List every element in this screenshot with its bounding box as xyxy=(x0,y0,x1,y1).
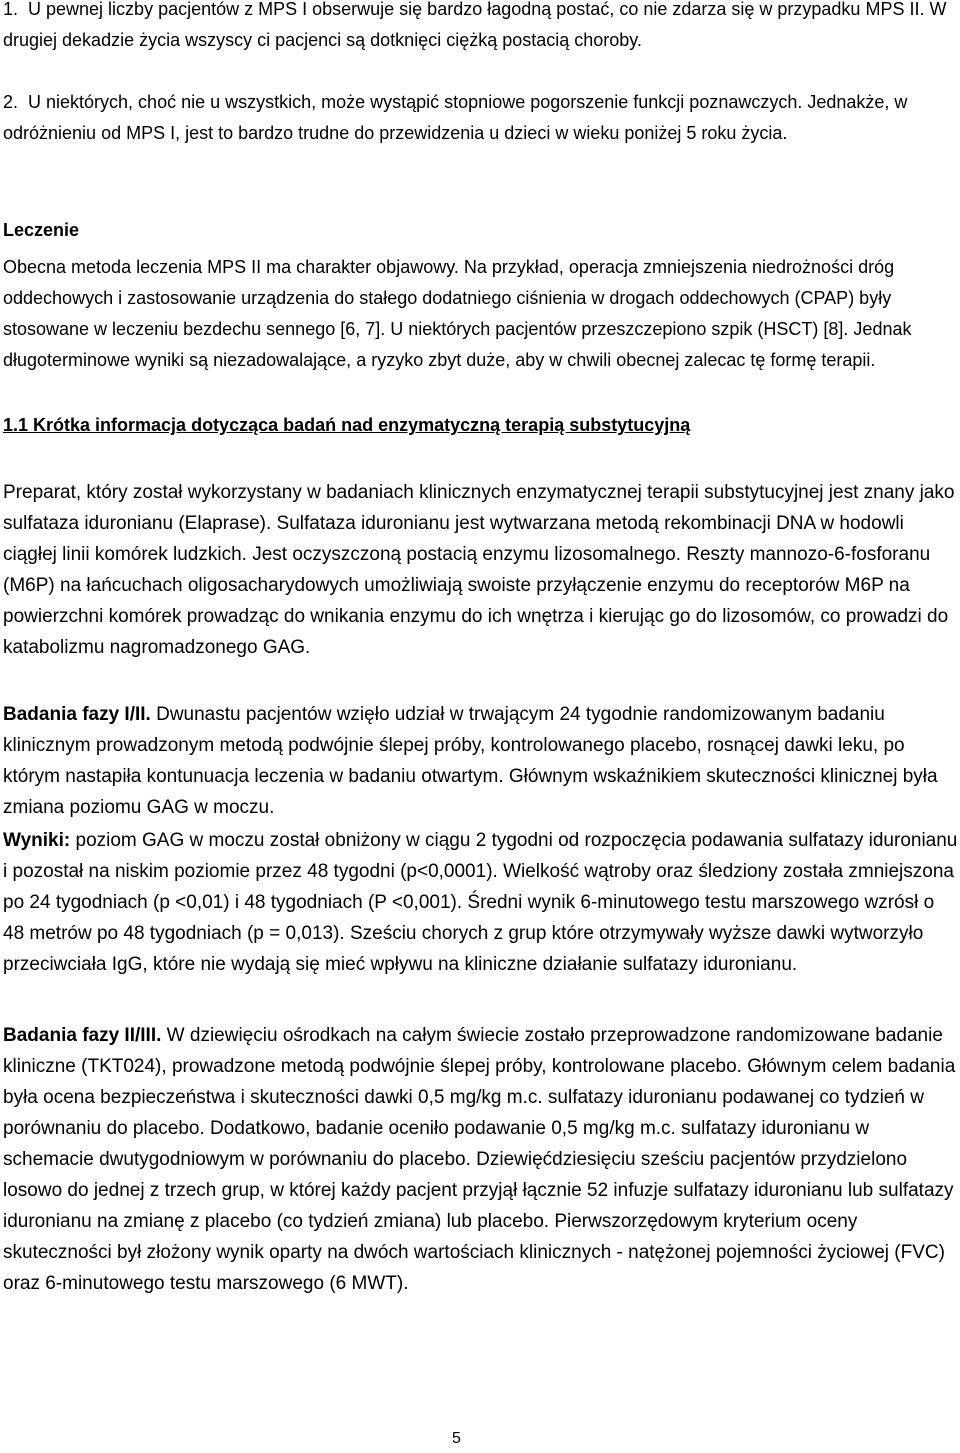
paragraph-preparat: Preparat, który został wykorzystany w badaniach klinicznych enzymatycznej terapii substytucyjnej jest znany jako sulfataza iduronianu (Elaprase). Sulfataza iduronianu jest wytwarzana metodą rekombinacji DNA w hodowli ciągłej linii komórek ludzkich. Jest oczyszczoną postacią enzymu lizosomalnego. Reszty mannozo-6-fosforanu (M6P) na łańcuchach oligosacharydowych umożliwiają swoiste przyłączenie enzymu do receptorów M6P na powierzchni komórek prowadząc do wnikania enzymu do ich wnętrza i kierując go do lizosomów, co prowadzi do katabolizmu nagromadzonego GAG. xyxy=(3,482,955,658)
label-faza-2-3: Badania fazy II/III. xyxy=(3,1025,162,1046)
page-number: 5 xyxy=(452,1430,461,1447)
label-wyniki: Wyniki: xyxy=(3,830,71,851)
paragraph-wyniki xyxy=(3,825,958,980)
list-item-2: 2. U niektórych, choć nie u wszystkich, może wystąpić stopniowe pogorszenie funkcji poznawczych. Jednakże, w odróżnieniu od MPS I, jest to bardzo trudne do przewidzenia u dzieci w wieku poniżej 5 roku życia. xyxy=(3,92,908,143)
text-wyniki: poziom GAG w moczu został obniżony w ciągu 2 tygodni od rozpoczęcia podawania sulfatazy iduronianu i pozostał na niskim poziomie przez 48 tygodni (p<0,0001). Wielkość wątroby oraz śledziony została zmniejszona po 24 tygodniach (p <0,01) i 48 tygodniach (P <0,001). Średni wynik 6-minutowego testu marszowego wzrósł o 48 metrów po 48 tygodniach (p = 0,013). Sześciu chorych z grup które otrzymywały wyższe dawki wytworzyło przeciwciała IgG, które nie wydają się mieć wpływu na kliniczne działanie sulfatazy iduronianu. xyxy=(3,830,958,975)
label-faza-1-2: Badania fazy I/II. xyxy=(3,704,151,725)
section-heading-leczenie: Leczenie xyxy=(3,220,80,240)
text-faza-2-3: W dziewięciu ośrodkach na całym świecie zostało przeprowadzone randomizowane badanie kliniczne (TKT024), prowadzone metodą podwójnie ślepej próby, kontrolowane placebo. Głównym celem badania była ocena bezpieczeństwa i skuteczności dawki 0,5 mg/kg m.c. sulfatazy iduronianu podawanej co tydzień w porównaniu do placebo. Dodatkowo, badanie oceniło podawanie 0,5 mg/kg m.c. sulfatazy iduronianu w schemacie dwutygodniowym w porównaniu do placebo. Dziewięćdziesięciu sześciu pacjentów przydzielono losowo do jednej z trzech grup, w której każdy pacjent przyjął łącznie 52 infuzje sulfatazy iduronianu lub sulfatazy iduronianu na zmianę z placebo (co tydzień zmiana) lub placebo. Pierwszorzędowym kryterium oceny skuteczności był złożony wynik oparty na dwóch wartościach klinicznych - natężonej pojemności życiowej (FVC) oraz 6-minutowego testu marszowego (6 MWT). xyxy=(3,1025,956,1294)
paragraph-leczenie: Obecna metoda leczenia MPS II ma charakter objawowy. Na przykład, operacja zmniejszenia niedrożności dróg oddechowych i zastosowanie urządzenia do stałego dodatniego ciśnienia w drogach oddechowych (CPAP) były stosowane w leczeniu bezdechu sennego [6, 7]. U niektórych pacjentów przeszczepiono szpik (HSCT) [8]. Jednak długoterminowe wyniki są niezadowalające, a ryzyko zbyt duże, aby w chwili obecnej zalecac tę formę terapii. xyxy=(3,257,912,370)
list-item-1: 1. U pewnej liczby pacjentów z MPS I obserwuje się bardzo łagodną postać, co nie zdarza się w przypadku MPS II. W drugiej dekadzie życia wszyscy ci pacjenci są dotknięci ciężką postacią choroby. xyxy=(3,0,947,50)
paragraph-faza-2-3 xyxy=(3,1020,958,1299)
text-faza-1-2: Dwunastu pacjentów wzięło udział w trwającym 24 tygodnie randomizowanym badaniu klinicznym prowadzonym metodą podwójnie ślepej próby, kontrolowanego placebo, rosnącej dawki leku, po którym nastapiła kontunuacja leczenia w badaniu otwartym. Głównym wskaźnikiem skuteczności klinicznej była zmiana poziomu GAG w moczu. xyxy=(3,704,938,818)
paragraph-faza-1-2 xyxy=(3,699,958,823)
section-heading-1-1: 1.1 Krótka informacja dotycząca badań nad enzymatyczną terapią substytucyjną xyxy=(3,415,691,435)
